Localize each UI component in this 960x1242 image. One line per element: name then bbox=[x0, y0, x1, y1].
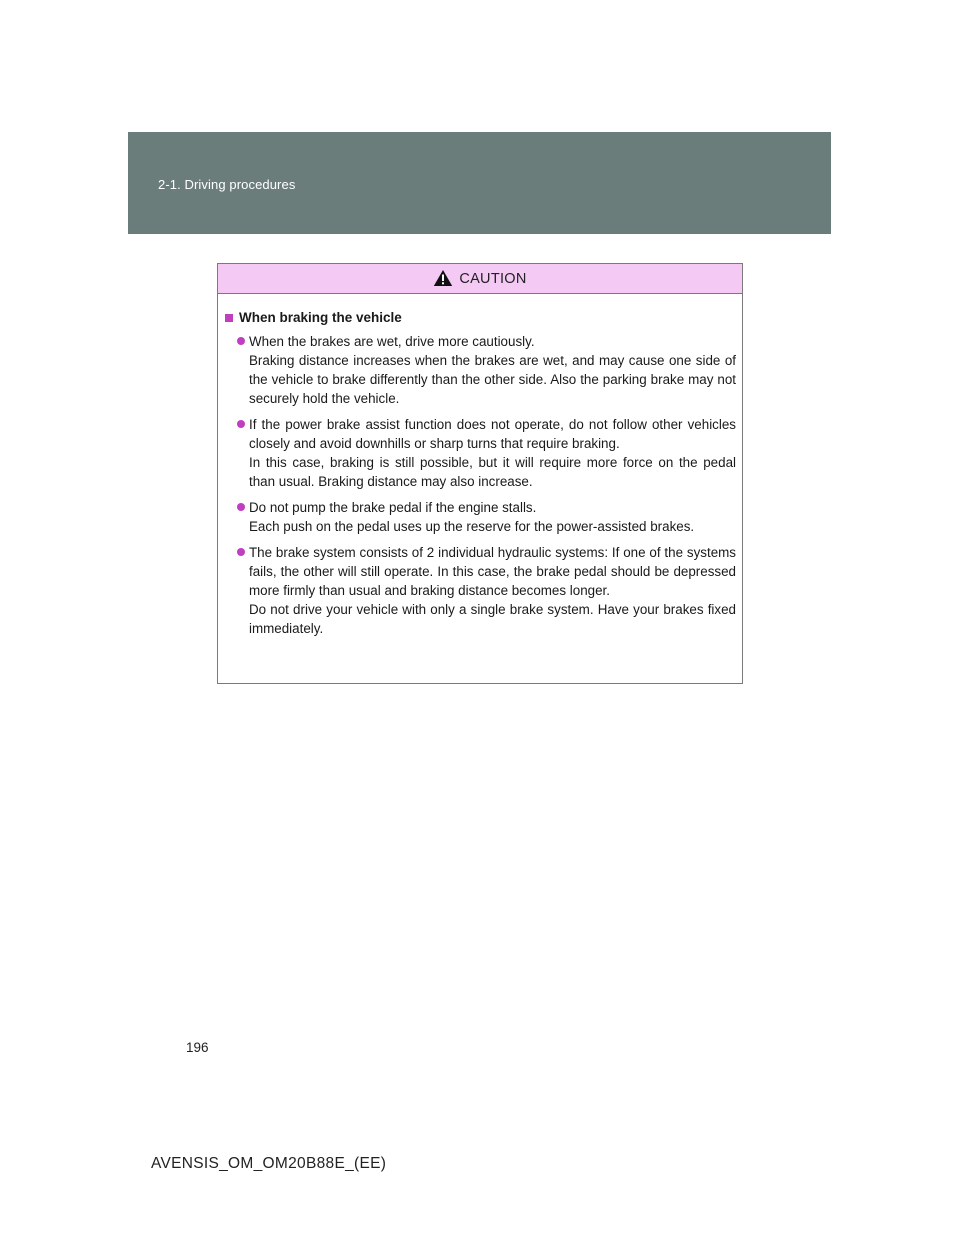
round-bullet-icon bbox=[237, 420, 245, 428]
item-paragraph: The brake system consists of 2 individual hydraulic systems: If one of the systems fails, the other will still operate. In this case, the brake pedal should be depressed more firmly than usual and braking distance becomes longer. bbox=[249, 545, 736, 598]
item-paragraph: Each push on the pedal uses up the reserve for the power-assisted brakes. bbox=[249, 519, 695, 534]
item-paragraph: If the power brake assist function does not operate, do not follow other vehicles closely and avoid downhills or sharp turns that require braking. bbox=[249, 417, 736, 451]
square-bullet-icon bbox=[225, 314, 233, 322]
caution-header bbox=[218, 264, 742, 294]
page-number: 196 bbox=[186, 1040, 209, 1055]
item-paragraph: When the brakes are wet, drive more cautiously. bbox=[249, 334, 535, 349]
caution-body bbox=[218, 294, 742, 638]
item-paragraph: Braking distance increases when the brakes are wet, and may cause one side of the vehicle to brake differently than the other side. Also the parking brake may not securely hold the vehicle. bbox=[249, 353, 736, 406]
caution-item bbox=[225, 498, 736, 536]
round-bullet-icon bbox=[237, 337, 245, 345]
caution-title: CAUTION bbox=[459, 270, 527, 287]
subheading-text: When braking the vehicle bbox=[239, 310, 402, 325]
caution-item bbox=[225, 543, 736, 638]
subheading bbox=[225, 308, 736, 327]
item-paragraph: Do not drive your vehicle with only a single brake system. Have your brakes fixed immediately. bbox=[249, 602, 736, 636]
round-bullet-icon bbox=[237, 503, 245, 511]
warning-triangle-icon bbox=[433, 271, 453, 287]
caution-box bbox=[217, 263, 743, 684]
caution-item bbox=[225, 332, 736, 408]
item-paragraph: In this case, braking is still possible, but it will require more force on the pedal than usual. Braking distance may also increase. bbox=[249, 455, 736, 489]
caution-item bbox=[225, 415, 736, 491]
section-title: 2-1. Driving procedures bbox=[158, 177, 296, 192]
document-code: AVENSIS_OM_OM20B88E_(EE) bbox=[151, 1155, 387, 1172]
item-paragraph: Do not pump the brake pedal if the engine stalls. bbox=[249, 500, 537, 515]
round-bullet-icon bbox=[237, 548, 245, 556]
